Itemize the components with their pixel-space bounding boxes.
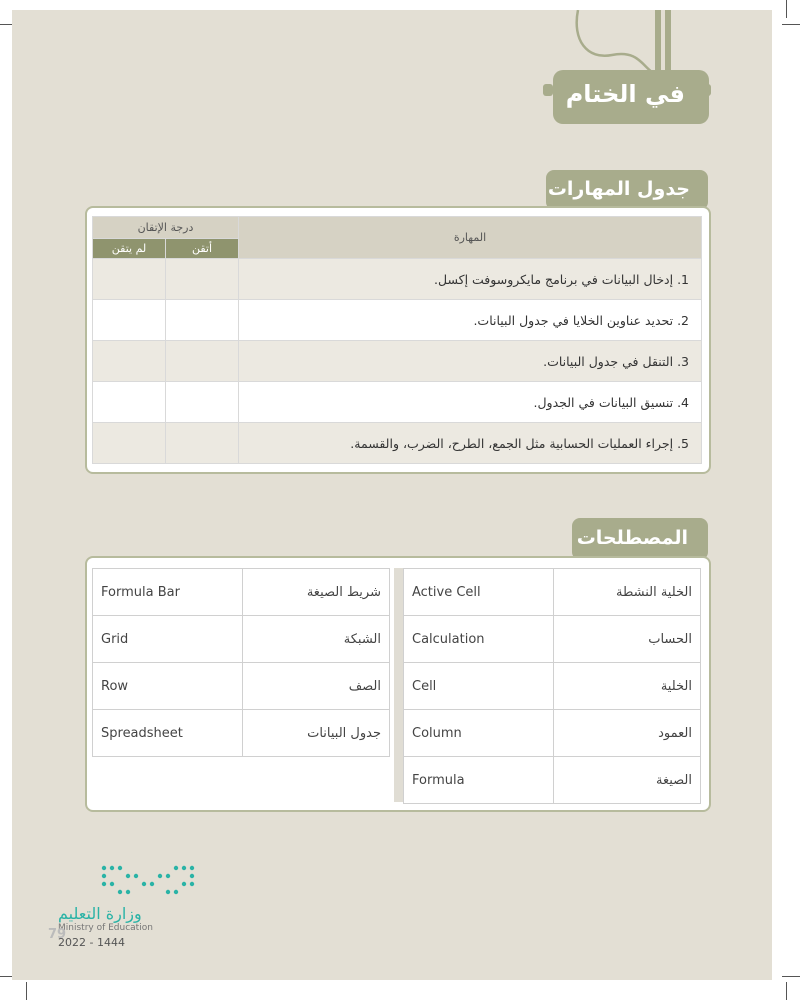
terms-title-text: المصطلحات: [576, 527, 688, 549]
term-row: [404, 616, 701, 663]
skill-text: 5. إجراء العمليات الحسابية مثل الجمع، الطرح، الضرب، والقسمة.: [239, 423, 702, 464]
term-english: Formula: [404, 757, 554, 804]
not-mastered-header: [93, 239, 166, 259]
crop-mark: [786, 982, 787, 1000]
skills-section-title: [546, 170, 708, 210]
term-arabic: شريط الصيغة: [243, 569, 390, 616]
term-row: [93, 616, 390, 663]
crop-mark: [782, 976, 800, 977]
term-arabic: الخلية: [554, 663, 701, 710]
terms-box: [85, 556, 711, 812]
crop-mark: [782, 24, 800, 25]
skill-row: [93, 300, 702, 341]
skill-row: [93, 382, 702, 423]
term-row: [93, 569, 390, 616]
term-english: Column: [404, 710, 554, 757]
term-english: Spreadsheet: [93, 710, 243, 757]
term-arabic: الخلية النشطة: [554, 569, 701, 616]
mastered-checkbox-cell[interactable]: [166, 423, 239, 464]
conclusion-title-text: في الختام: [565, 80, 685, 108]
terms-table-right: [403, 568, 701, 804]
mastered-checkbox-cell[interactable]: [166, 259, 239, 300]
skills-box: [85, 206, 711, 474]
crop-mark: [26, 982, 27, 1000]
skills-table: [92, 216, 702, 464]
mastered-checkbox-cell[interactable]: [166, 341, 239, 382]
ministry-logo-icon: [100, 862, 196, 896]
term-row: [93, 710, 390, 757]
page: [12, 10, 772, 980]
skill-text: 4. تنسيق البيانات في الجدول.: [239, 382, 702, 423]
not-mastered-checkbox-cell[interactable]: [93, 423, 166, 464]
conclusion-title: [553, 70, 709, 124]
mastered-checkbox-cell[interactable]: [166, 382, 239, 423]
skill-header: [239, 217, 702, 259]
page-number: 79: [48, 927, 67, 942]
term-english: Active Cell: [404, 569, 554, 616]
mastered-header: [166, 239, 239, 259]
mastered-checkbox-cell[interactable]: [166, 300, 239, 341]
crop-mark: [786, 0, 787, 18]
term-arabic: العمود: [554, 710, 701, 757]
skill-row: [93, 341, 702, 382]
term-arabic: الصف: [243, 663, 390, 710]
skill-row: [93, 259, 702, 300]
term-row: [93, 663, 390, 710]
not-mastered-checkbox-cell[interactable]: [93, 341, 166, 382]
term-arabic: جدول البيانات: [243, 710, 390, 757]
ministry-name-english: Ministry of Education: [58, 923, 153, 933]
not-mastered-checkbox-cell[interactable]: [93, 259, 166, 300]
terms-table-left: [92, 568, 390, 757]
mastered-header-text: أتقن: [191, 242, 213, 255]
not-mastered-checkbox-cell[interactable]: [93, 300, 166, 341]
term-english: Cell: [404, 663, 554, 710]
term-english: Grid: [93, 616, 243, 663]
skills-title-text: جدول المهارات: [547, 178, 690, 200]
skill-text: 1. إدخال البيانات في برنامج مايكروسوفت إكسل.: [239, 259, 702, 300]
skill-row: [93, 423, 702, 464]
not-mastered-header-text: لم يتقن: [111, 242, 147, 255]
term-row: [404, 569, 701, 616]
term-arabic: الصيغة: [554, 757, 701, 804]
skill-text: 3. التنقل في جدول البيانات.: [239, 341, 702, 382]
not-mastered-checkbox-cell[interactable]: [93, 382, 166, 423]
term-row: [404, 757, 701, 804]
term-english: Row: [93, 663, 243, 710]
term-english: Formula Bar: [93, 569, 243, 616]
terms-section-title: [572, 518, 708, 560]
mastery-header: [93, 217, 239, 239]
terms-divider: [394, 568, 403, 802]
term-arabic: الحساب: [554, 616, 701, 663]
ministry-name-arabic: وزارة التعليم: [58, 904, 142, 923]
term-english: Calculation: [404, 616, 554, 663]
academic-year: 2022 - 1444: [58, 936, 125, 949]
term-row: [404, 710, 701, 757]
skill-header-text: المهارة: [453, 231, 487, 244]
term-row: [404, 663, 701, 710]
term-arabic: الشبكة: [243, 616, 390, 663]
skill-text: 2. تحديد عناوين الخلايا في جدول البيانات.: [239, 300, 702, 341]
mastery-header-text: درجة الإتقان: [137, 221, 194, 234]
